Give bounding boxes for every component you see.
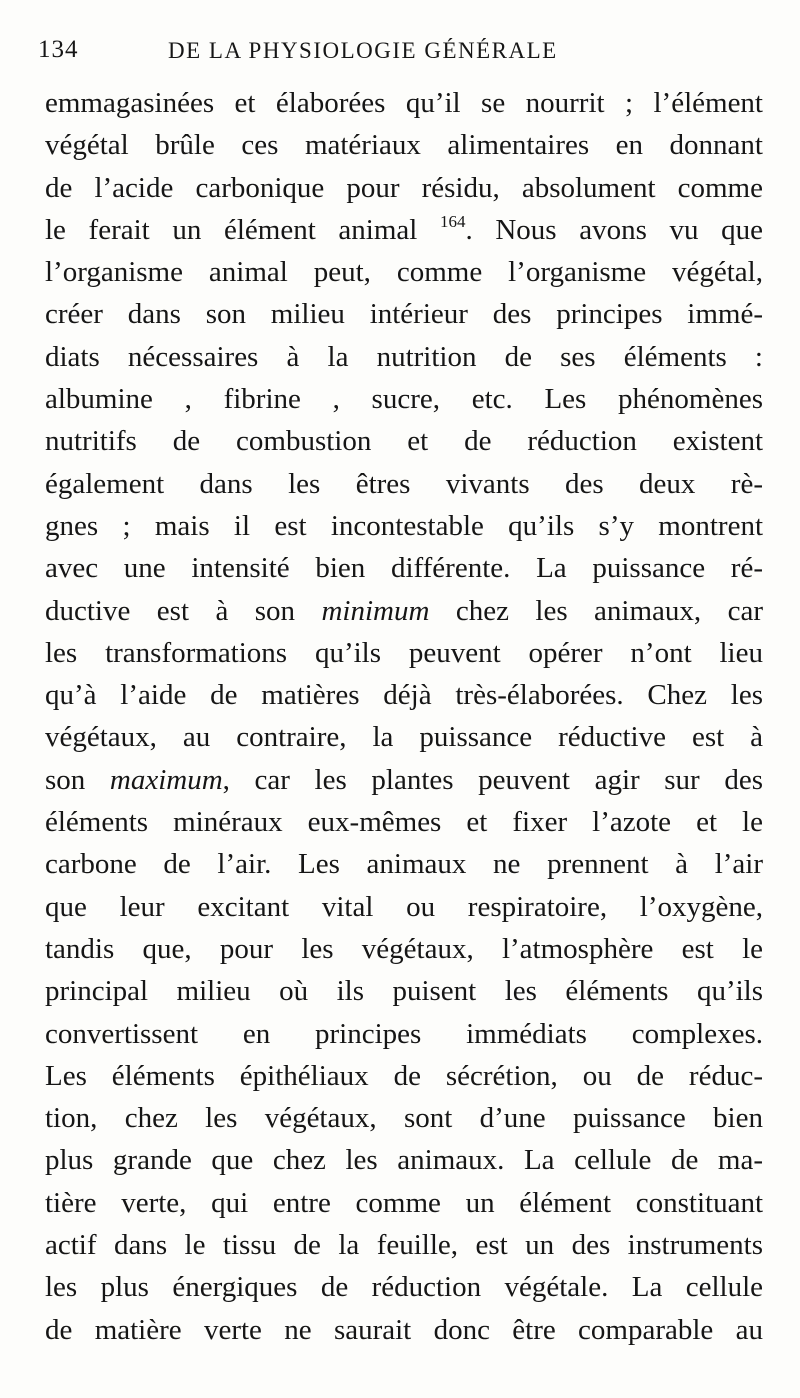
text-line	[45, 251, 763, 293]
text-segment: avec une intensité bien différente. La puissance ré-	[45, 552, 763, 585]
text-segment: de matière verte ne saurait donc être comparable au	[45, 1313, 763, 1346]
text-segment: végétaux, au contraire, la puissance réductive est à	[45, 721, 763, 754]
text-segment: le ferait un élément animal	[45, 213, 440, 246]
text-segment: principal milieu où ils puisent les éléments qu’ils	[45, 975, 763, 1008]
text-segment: tion, chez les végétaux, sont d’une puissance bien	[45, 1102, 763, 1135]
text-segment: qu’à l’aide de matières déjà très-élaborées. Chez les	[45, 679, 763, 712]
text-line	[45, 209, 763, 251]
text-segment: l’organisme animal peut, comme l’organisme végétal,	[45, 256, 763, 289]
text-segment: également dans les êtres vivants des deux rè-	[45, 467, 763, 500]
text-segment: que leur excitant vital ou respiratoire, l’oxygène,	[45, 890, 763, 923]
footnote-reference: 164	[439, 211, 466, 231]
text-line	[45, 505, 763, 547]
text-segment: plus grande que chez les animaux. La cellule de ma-	[45, 1144, 763, 1177]
text-line	[45, 801, 763, 843]
text-segment: nutritifs de combustion et de réduction existent	[45, 425, 763, 458]
page-number: 134	[38, 36, 79, 63]
text-line	[45, 1139, 763, 1181]
text-segment: gnes ; mais il est incontestable qu’ils s’y montrent	[45, 509, 763, 542]
text-segment: ductive est à son	[45, 594, 322, 627]
text-line	[45, 336, 763, 378]
text-segment: les transformations qu’ils peuvent opérer n’ont lieu	[45, 636, 763, 669]
text-line	[45, 547, 763, 589]
text-segment: . Nous avons vu que	[465, 213, 763, 246]
text-line	[45, 82, 763, 124]
text-line	[45, 1097, 763, 1139]
text-segment: convertissent en principes immédiats complexes.	[45, 1017, 763, 1050]
text-segment: emmagasinées et élaborées qu’il se nourrit ; l’élément	[45, 87, 763, 119]
text-line	[45, 1266, 763, 1308]
text-line	[45, 378, 763, 420]
text-line	[45, 463, 763, 505]
text-segment: les plus énergiques de réduction végétale. La cellule	[45, 1271, 763, 1304]
text-line	[45, 970, 763, 1012]
text-segment: albumine , fibrine , sucre, etc. Les phénomènes	[45, 383, 763, 416]
text-line	[45, 716, 763, 758]
text-segment: tandis que, pour les végétaux, l’atmosphère est le	[45, 932, 763, 965]
text-line	[45, 1055, 763, 1097]
text-line	[45, 1013, 763, 1055]
text-segment: créer dans son milieu intérieur des principes immé-	[45, 298, 763, 331]
running-header	[38, 36, 778, 72]
body-text	[45, 82, 763, 1351]
text-segment: diats nécessaires à la nutrition de ses éléments :	[45, 340, 763, 373]
text-line	[45, 590, 763, 632]
text-line	[45, 843, 763, 885]
text-segment: éléments minéraux eux-mêmes et fixer l’azote et le	[45, 806, 763, 839]
text-segment: carbone de l’air. Les animaux ne prennent à l’air	[45, 848, 763, 881]
text-segment: son	[45, 763, 110, 796]
text-line	[45, 1309, 763, 1351]
text-segment: de l’acide carbonique pour résidu, absolument comme	[45, 171, 763, 204]
text-segment: végétal brûle ces matériaux alimentaires en donnant	[45, 129, 763, 162]
text-segment: Les éléments épithéliaux de sécrétion, ou de réduc-	[45, 1059, 763, 1092]
text-line	[45, 293, 763, 335]
text-segment: , car les plantes peuvent agir sur des	[222, 763, 763, 796]
text-line	[45, 1182, 763, 1224]
text-segment: chez les animaux, car	[429, 594, 763, 627]
text-line	[45, 674, 763, 716]
text-line	[45, 759, 763, 801]
italic-term: minimum	[321, 594, 430, 627]
text-line	[45, 632, 763, 674]
text-line	[45, 886, 763, 928]
running-title: DE LA PHYSIOLOGIE GÉNÉRALE	[168, 38, 558, 63]
text-segment: actif dans le tissu de la feuille, est un des instruments	[45, 1229, 763, 1262]
text-line	[45, 1224, 763, 1266]
text-line	[45, 420, 763, 462]
text-line	[45, 124, 763, 166]
italic-term: maximum	[109, 763, 223, 796]
text-line	[45, 928, 763, 970]
text-line	[45, 167, 763, 209]
text-segment: tière verte, qui entre comme un élément constituant	[45, 1186, 763, 1219]
